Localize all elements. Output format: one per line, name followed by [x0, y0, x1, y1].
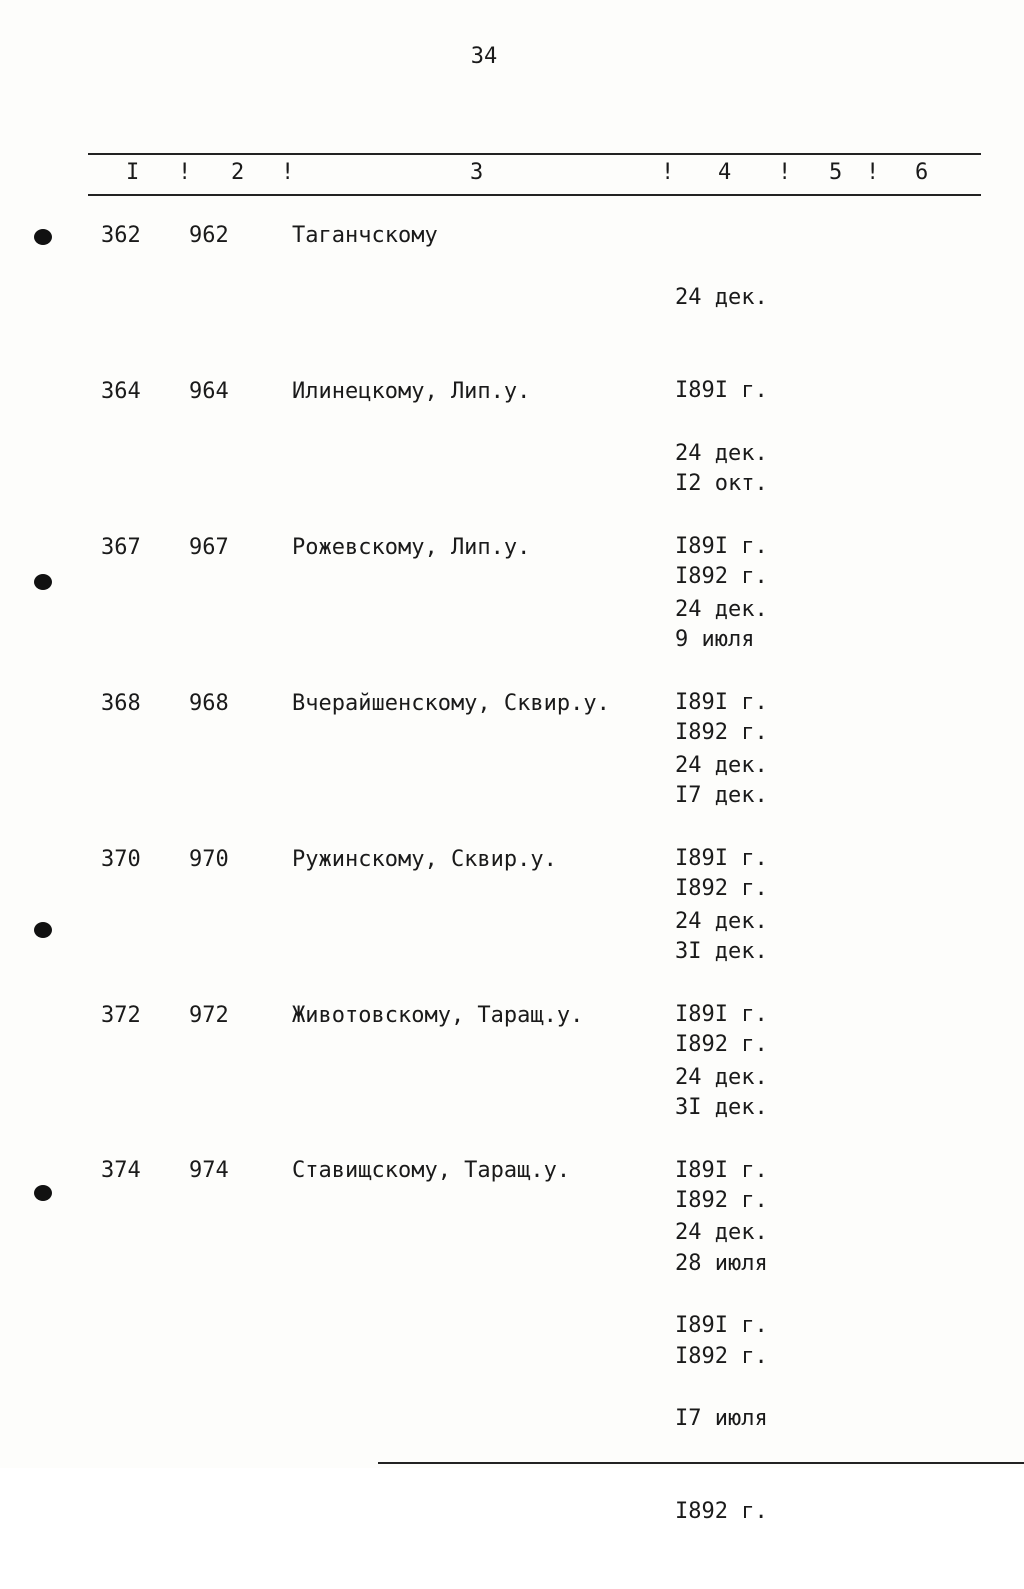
date-line: I89I г. [675, 534, 768, 559]
punch-hole-mark [34, 229, 52, 245]
date-line: I89I г. [675, 1002, 768, 1027]
punch-hole-mark [34, 1185, 52, 1201]
row-number-col1: 367 [101, 535, 141, 560]
date-line: 3I дек. [675, 1095, 768, 1120]
date-line: 24 дек. [675, 1220, 768, 1245]
date-line: I89I г. [675, 378, 768, 403]
header-col-3: 3 [470, 160, 484, 185]
row-number-col2: 968 [189, 691, 229, 716]
header-separator: ! [661, 160, 675, 185]
row-name: Таганчскому [292, 223, 438, 248]
date-line: I892 г. [675, 1499, 768, 1524]
bottom-edge-rule [378, 1462, 1024, 1464]
row-name: Животовскому, Таращ.у. [292, 1003, 584, 1028]
date-line: I7 июля [675, 1406, 768, 1431]
row-name: Ставищскому, Таращ.у. [292, 1158, 571, 1183]
row-number-col1: 370 [101, 847, 141, 872]
date-line: I89I г. [675, 690, 768, 715]
date-line: 24 дек. [675, 441, 768, 466]
date-line: I892 г. [675, 720, 768, 745]
date-line: 24 дек. [675, 909, 768, 934]
row-number-col2: 962 [189, 223, 229, 248]
date-line: I89I г. [675, 846, 768, 871]
row-number-col1: 368 [101, 691, 141, 716]
date-line: I2 окт. [675, 471, 768, 496]
row-name: Илинецкому, Лип.у. [292, 379, 531, 404]
header-col-6: 6 [915, 160, 929, 185]
row-number-col1: 372 [101, 1003, 141, 1028]
date-line: I7 дек. [675, 783, 768, 808]
date-line: I89I г. [675, 1313, 768, 1338]
date-line: 3I дек. [675, 939, 768, 964]
date-line: I892 г. [675, 876, 768, 901]
row-name: Ружинскому, Сквир.у. [292, 847, 557, 872]
date-line: 28 июля [675, 1251, 768, 1276]
date-line: I892 г. [675, 1032, 768, 1057]
date-line: 24 дек. [675, 753, 768, 778]
header-separator: ! [866, 160, 880, 185]
row-dates [675, 1155, 781, 1589]
date-line: 24 дек. [675, 597, 768, 622]
row-name: Вчерайшенскому, Сквир.у. [292, 691, 610, 716]
punch-hole-mark [34, 574, 52, 590]
header-col-5: 5 [829, 160, 843, 185]
header-col-4: 4 [718, 160, 732, 185]
date-line: 24 дек. [675, 285, 768, 310]
date-line: 24 дек. [675, 1065, 768, 1090]
row-number-col1: 374 [101, 1158, 141, 1183]
punch-hole-mark [34, 922, 52, 938]
date-line: I892 г. [675, 1188, 768, 1213]
row-number-col2: 972 [189, 1003, 229, 1028]
row-number-col1: 362 [101, 223, 141, 248]
row-number-col2: 970 [189, 847, 229, 872]
header-separator: ! [778, 160, 792, 185]
date-line: I892 г. [675, 564, 768, 589]
row-number-col2: 964 [189, 379, 229, 404]
row-name: Рожевскому, Лип.у. [292, 535, 531, 560]
row-number-col2: 974 [189, 1158, 229, 1183]
table-top-rule [88, 153, 981, 155]
date-line: 9 июля [675, 627, 755, 652]
date-line: I892 г. [675, 1344, 768, 1369]
date-line: I89I г. [675, 1158, 768, 1183]
row-number-col1: 364 [101, 379, 141, 404]
header-col-1: I [126, 160, 140, 185]
header-separator: ! [281, 160, 295, 185]
header-col-2: 2 [231, 160, 245, 185]
table-header-rule [88, 194, 981, 196]
row-number-col2: 967 [189, 535, 229, 560]
header-separator: ! [178, 160, 192, 185]
page-number: 34 [470, 44, 498, 69]
